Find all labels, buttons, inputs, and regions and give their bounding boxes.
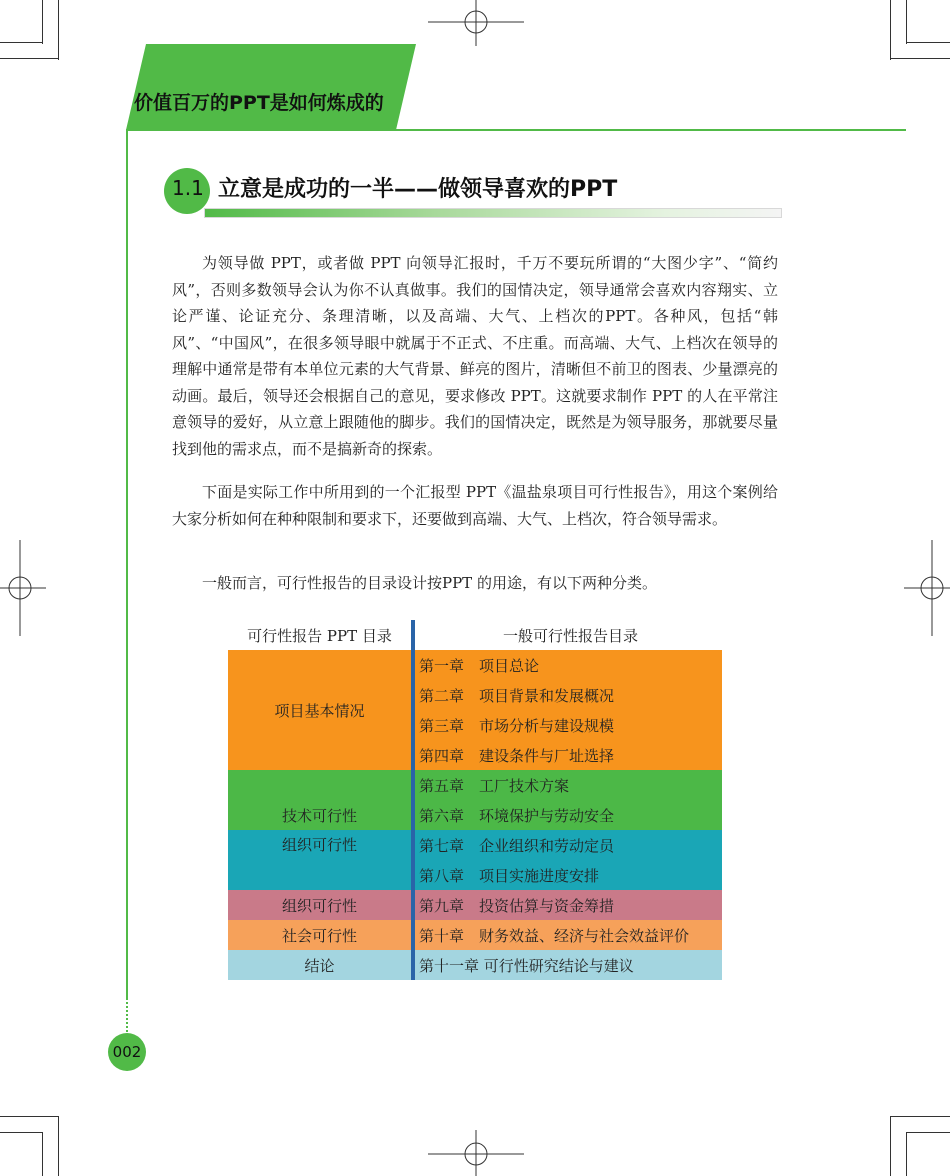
chapter-11: 第十一章 可行性研究结论与建议: [415, 950, 722, 980]
table-row: [228, 770, 722, 800]
table-row: [228, 830, 722, 860]
category-org-2: 组织可行性: [228, 890, 411, 920]
page-number: 002: [108, 1033, 146, 1071]
category-conclusion: 结论: [228, 950, 411, 980]
category-basic: 项目基本情况: [228, 650, 411, 770]
table-row: [228, 950, 722, 980]
left-margin-rule: [126, 130, 128, 998]
toc-comparison-table: [228, 620, 722, 980]
section-title: 立意是成功的一半——做领导喜欢的PPT: [218, 177, 618, 202]
section-underline: [204, 208, 782, 218]
header-banner: [126, 44, 416, 130]
chapter-4: 第四章 建设条件与厂址选择: [415, 740, 722, 770]
category-tech: 技术可行性: [228, 770, 411, 830]
chapter-1: 第一章 项目总论: [415, 650, 722, 680]
chapter-10: 第十章 财务效益、经济与社会效益评价: [415, 920, 722, 950]
chapter-2: 第二章 项目背景和发展概况: [415, 680, 722, 710]
category-social: 社会可行性: [228, 920, 411, 950]
category-org: 组织可行性: [228, 830, 411, 890]
table-row: [228, 890, 722, 920]
paragraph-2: 下面是实际工作中所用到的一个汇报型 PPT《温盐泉项目可行性报告》，用这个案例给大家分析如何在种种限制和要求下，还要做到高端、大气、上档次，符合领导需求。: [172, 483, 778, 528]
chapter-8: 第八章 项目实施进度安排: [415, 860, 722, 890]
left-margin-dots: [126, 998, 128, 1032]
registration-mark-right: [904, 540, 950, 636]
registration-mark-bottom: [428, 1130, 524, 1176]
registration-mark-left: [0, 540, 46, 636]
chapter-5: 第五章 工厂技术方案: [415, 770, 722, 800]
table-row: [228, 650, 722, 680]
registration-mark-top: [428, 0, 524, 46]
header-general-toc: 一般可行性报告目录: [415, 620, 722, 650]
table-header-row: [228, 620, 722, 650]
section-number: 1.1: [172, 176, 204, 200]
header-ppt-toc: 可行性报告 PPT 目录: [228, 620, 411, 650]
chapter-6: 第六章 环境保护与劳动安全: [415, 800, 722, 830]
header-title: 价值百万的PPT是如何炼成的: [134, 92, 384, 114]
chapter-3: 第三章 市场分析与建设规模: [415, 710, 722, 740]
paragraph-1: 为领导做 PPT，或者做 PPT 向领导汇报时，千万不要玩所谓的“大图少字”、“简约风”，否则多数领导会认为你不认真做事。我们的国情决定，领导通常会喜欢内容翔实、立论严谨、论证充分、条理清晰，以及高端、大气、上档次的PPT。各种风，包括“韩风”、“中国风”，在很多领导眼中就属于不正式、不庄重。而高端、大气、上档次在领导的理解中通常是带有本单位元素的大气背景、鲜亮的图片，清晰但不前卫的图表、少量漂亮的动画。最后，领导还会根据自己的意见，要求修改 PPT。这就要求制作 PPT 的人在平常注意领导的爱好，从立意上跟随他的脚步。我们的国情决定，既然是为领导服务，那就要尽量找到他的需求点，而不是搞新奇的探索。: [172, 254, 778, 458]
paragraph-3: 一般而言，可行性报告的目录设计按PPT 的用途，有以下两种分类。: [202, 574, 657, 592]
table-row: [228, 920, 722, 950]
chapter-7: 第七章 企业组织和劳动定员: [415, 830, 722, 860]
chapter-9: 第九章 投资估算与资金筹措: [415, 890, 722, 920]
